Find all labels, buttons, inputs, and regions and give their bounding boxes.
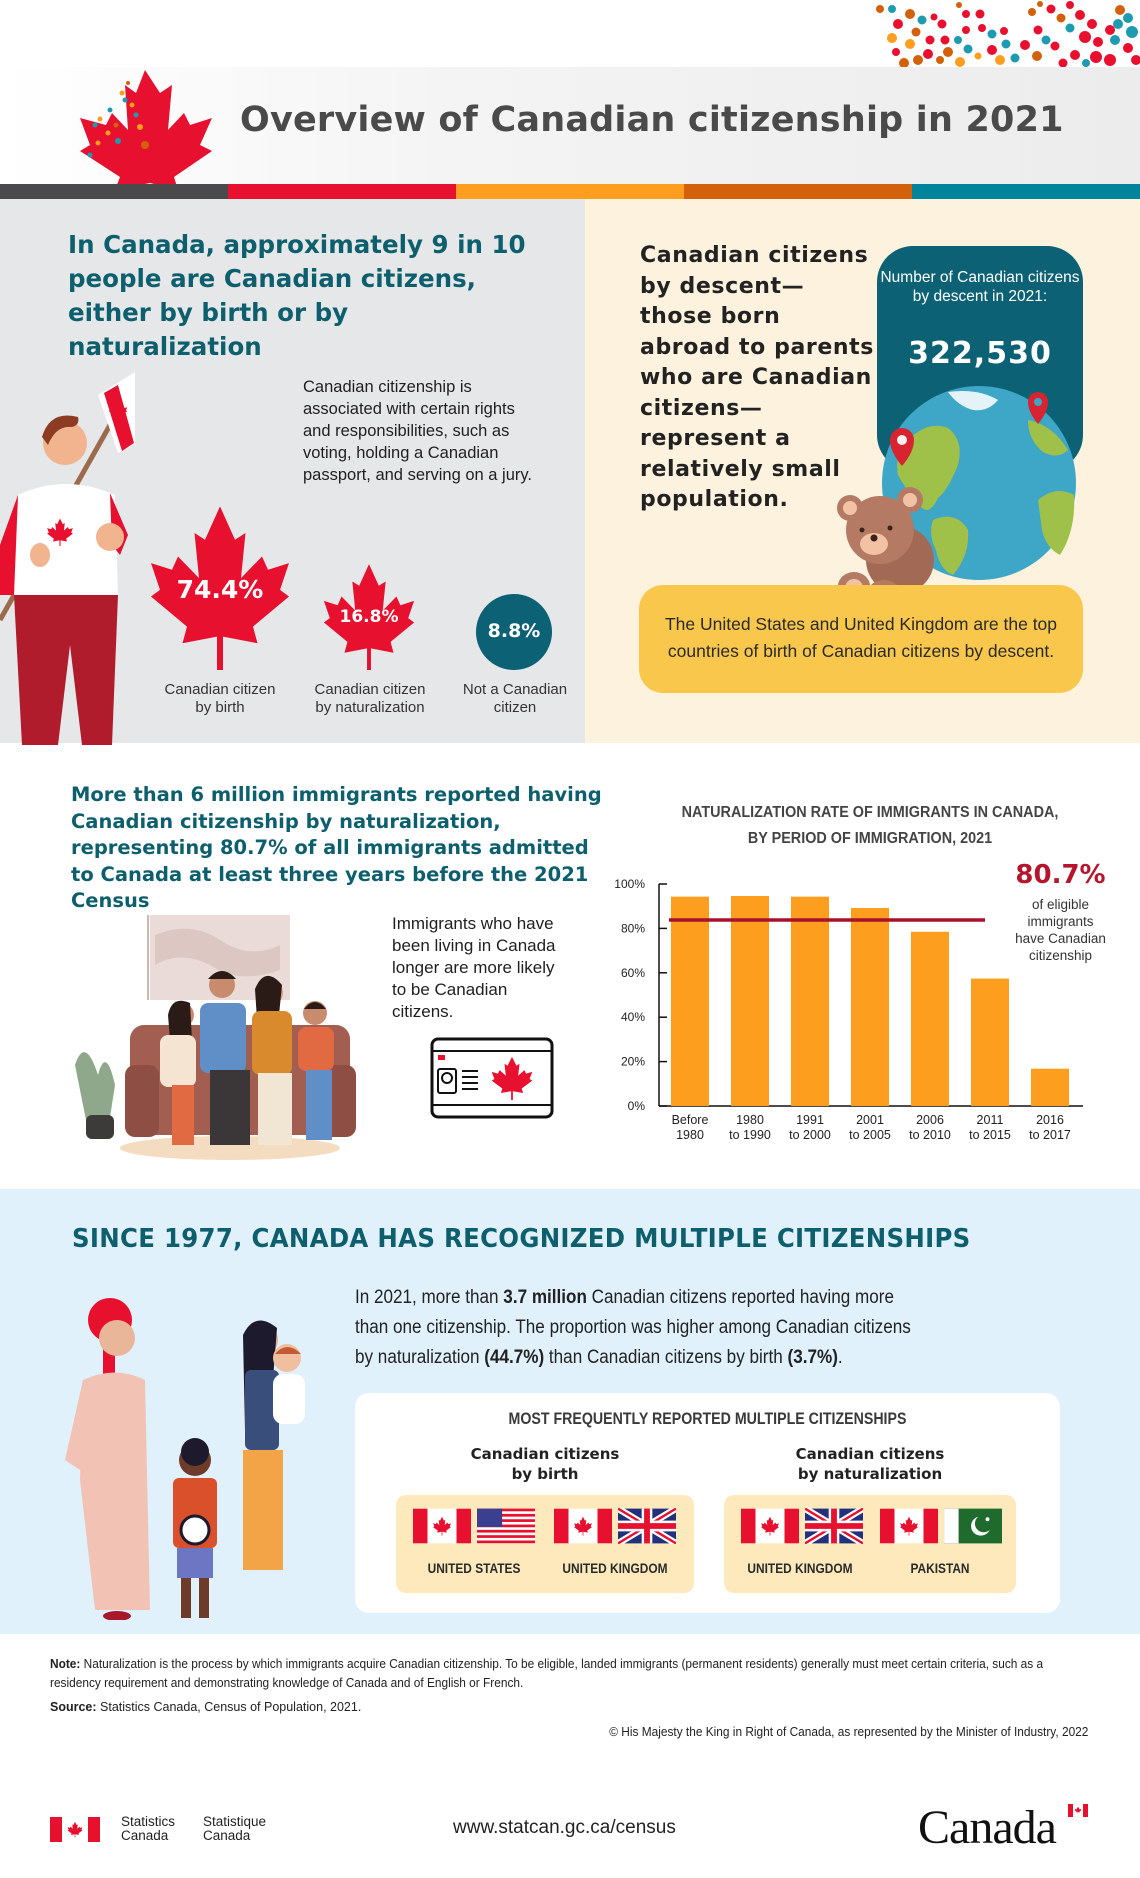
person-with-flag-illustration <box>0 355 135 745</box>
bar <box>911 932 949 1106</box>
y-tick-label: 60% <box>620 965 645 980</box>
census-website-link[interactable]: www.statcan.gc.ca/census <box>453 1817 676 1838</box>
x-tick-label: to 2000 <box>789 1128 831 1142</box>
group-title-by-birth: Canadian citizens by birth <box>470 1445 620 1483</box>
page-title: Overview of Canadian citizenship in 2021 <box>240 100 1064 140</box>
overview-body: Canadian citizenship is associated with certain rights and responsibilities, such as voting, holding a Canadian passport, and serving on a jury. <box>303 378 532 484</box>
x-tick-label: 2011 <box>976 1113 1004 1127</box>
canada-wordmark: Canada <box>918 1801 1056 1854</box>
stat-value: 74.4% <box>176 575 264 604</box>
diverse-family-illustration <box>55 1280 325 1620</box>
multiple-citizenship-body: In 2021, more than 3.7 million Canadian citizens reported having more than one citizenship. The proportion was higher among Canadian citizens by naturalization (44.7%) than Canadian citizens by birth (3.7%). <box>355 1287 911 1368</box>
chart-annotation-value: 80.7% <box>1015 860 1106 890</box>
note-text: Note: Naturalization is the process by which immigrants acquire Canadian citizenship. To be eligible, landed immigrants (permanent residents) generally must meet certain criteria, such as a residency requirement and demonstrating knowledge of Canada and of English or French. <box>50 1657 1044 1690</box>
multiple-citizenship-heading: SINCE 1977, CANADA HAS RECOGNIZED MULTIPLE CITIZENSHIPS <box>72 1224 971 1254</box>
descent-count-label: Number of Canadian citizens by descent in 2021: <box>880 269 1080 305</box>
stat-value: 8.8% <box>487 620 541 642</box>
y-tick-label: 100% <box>614 877 645 891</box>
color-bar-segment-orange <box>456 184 684 199</box>
naturalization-body: Immigrants who have been living in Canada longer are more likely to be Canadian citizens. <box>392 914 556 1021</box>
x-tick-label: 1980 <box>736 1113 764 1127</box>
canada-flag-icon <box>880 1508 938 1544</box>
bar <box>971 979 1009 1106</box>
stat-label-by-naturalization: Canadian citizen by naturalization <box>314 681 426 716</box>
x-tick-label: 2006 <box>916 1113 944 1127</box>
country-label: UNITED STATES <box>427 1560 521 1576</box>
pakistan-flag-icon <box>944 1508 1002 1544</box>
descent-note-text: The United States and United Kingdom are the top countries of birth of Canadian citizens by descent. <box>664 614 1058 661</box>
group-title-by-naturalization: Canadian citizens by naturalization <box>795 1445 945 1483</box>
bar <box>791 897 829 1106</box>
source-text: Source: Statistics Canada, Census of Population, 2021. <box>50 1700 362 1714</box>
stat-label-by-birth: Canadian citizen by birth <box>164 681 276 716</box>
chart-annotation-text: of eligible immigrants have Canadian citizenship <box>1015 897 1106 963</box>
stat-citizen-by-birth <box>145 503 295 670</box>
us-flag-icon <box>477 1508 535 1544</box>
wordmark-flag-icon <box>1068 1804 1088 1817</box>
copyright-text: © His Majesty the King in Right of Canada, as represented by the Minister of Industry, 2022 <box>608 1725 1088 1739</box>
country-label: PAKISTAN <box>910 1560 970 1576</box>
x-tick-label: Before <box>671 1113 709 1127</box>
x-tick-label: 2016 <box>1036 1113 1064 1127</box>
country-label: UNITED KINGDOM <box>747 1560 853 1576</box>
y-tick-label: 0% <box>627 1099 645 1113</box>
x-tick-label: 1980 <box>676 1128 704 1142</box>
multiple-citizenships-card-title: MOST FREQUENTLY REPORTED MULTIPLE CITIZENSHIPS <box>508 1410 907 1428</box>
x-tick-label: 2001 <box>856 1113 884 1127</box>
canada-flag-icon <box>741 1508 799 1544</box>
naturalization-heading: More than 6 million immigrants reported having Canadian citizenship by naturalization, representing 80.7% of all immigrants admitted to Canada at least three years before the 2021 Census <box>71 783 602 912</box>
y-tick-label: 80% <box>620 921 645 936</box>
flag-pair-canada-us <box>413 1508 535 1544</box>
color-bar-segment-dark-orange <box>684 184 912 199</box>
y-tick-label: 20% <box>620 1054 645 1069</box>
uk-flag-icon <box>618 1508 676 1544</box>
x-tick-label: to 2015 <box>969 1128 1011 1142</box>
stat-label-not-citizen: Not a Canadian citizen <box>462 681 568 716</box>
country-label: UNITED KINGDOM <box>562 1560 668 1576</box>
stat-citizen-by-naturalization <box>320 562 418 670</box>
flag-pair-canada-uk <box>554 1508 676 1544</box>
descent-count-value: 322,530 <box>908 336 1052 371</box>
color-bar-segment-red <box>228 184 456 199</box>
stat-value: 16.8% <box>339 607 399 627</box>
bar <box>1031 1069 1069 1106</box>
color-bar-segment-gray <box>0 184 228 199</box>
decorative-dots-icon <box>870 0 1140 67</box>
flag-pair-canada-uk-naturalization <box>741 1508 863 1544</box>
overview-heading: In Canada, approximately 9 in 10 people are Canadian citizens, either by birth or by naturalization <box>68 230 526 361</box>
uk-flag-icon <box>805 1508 863 1544</box>
x-tick-label: 1991 <box>796 1113 824 1127</box>
bar <box>731 896 769 1106</box>
x-tick-label: to 1990 <box>729 1128 771 1142</box>
x-tick-label: to 2017 <box>1029 1128 1071 1142</box>
chart-title: NATURALIZATION RATE OF IMMIGRANTS IN CANADA, BY PERIOD OF IMMIGRATION, 2021 <box>681 804 1059 847</box>
agency-name-french: Statistique Canada <box>203 1814 267 1843</box>
citizenship-card-icon <box>430 1037 554 1119</box>
descent-heading: Canadian citizens by descent—those born abroad to parents who are Canadian citizens—represent a relatively small population. <box>640 243 874 512</box>
bar <box>671 897 709 1106</box>
agency-name-english: Statistics Canada <box>121 1814 176 1843</box>
canada-flag-icon <box>413 1508 471 1544</box>
color-bar-segment-teal <box>912 184 1140 199</box>
canada-flag-icon <box>554 1508 612 1544</box>
color-bar <box>0 184 1140 199</box>
x-tick-label: to 2010 <box>909 1128 951 1142</box>
stat-not-citizen <box>476 594 552 670</box>
bar <box>851 908 889 1106</box>
y-tick-label: 40% <box>620 1010 645 1025</box>
statcan-flag-icon <box>50 1817 100 1842</box>
family-on-sofa-illustration <box>60 915 390 1160</box>
maple-leaf-logo-icon <box>50 55 215 200</box>
flag-pair-canada-pakistan <box>880 1508 1002 1544</box>
x-tick-label: to 2005 <box>849 1128 891 1142</box>
